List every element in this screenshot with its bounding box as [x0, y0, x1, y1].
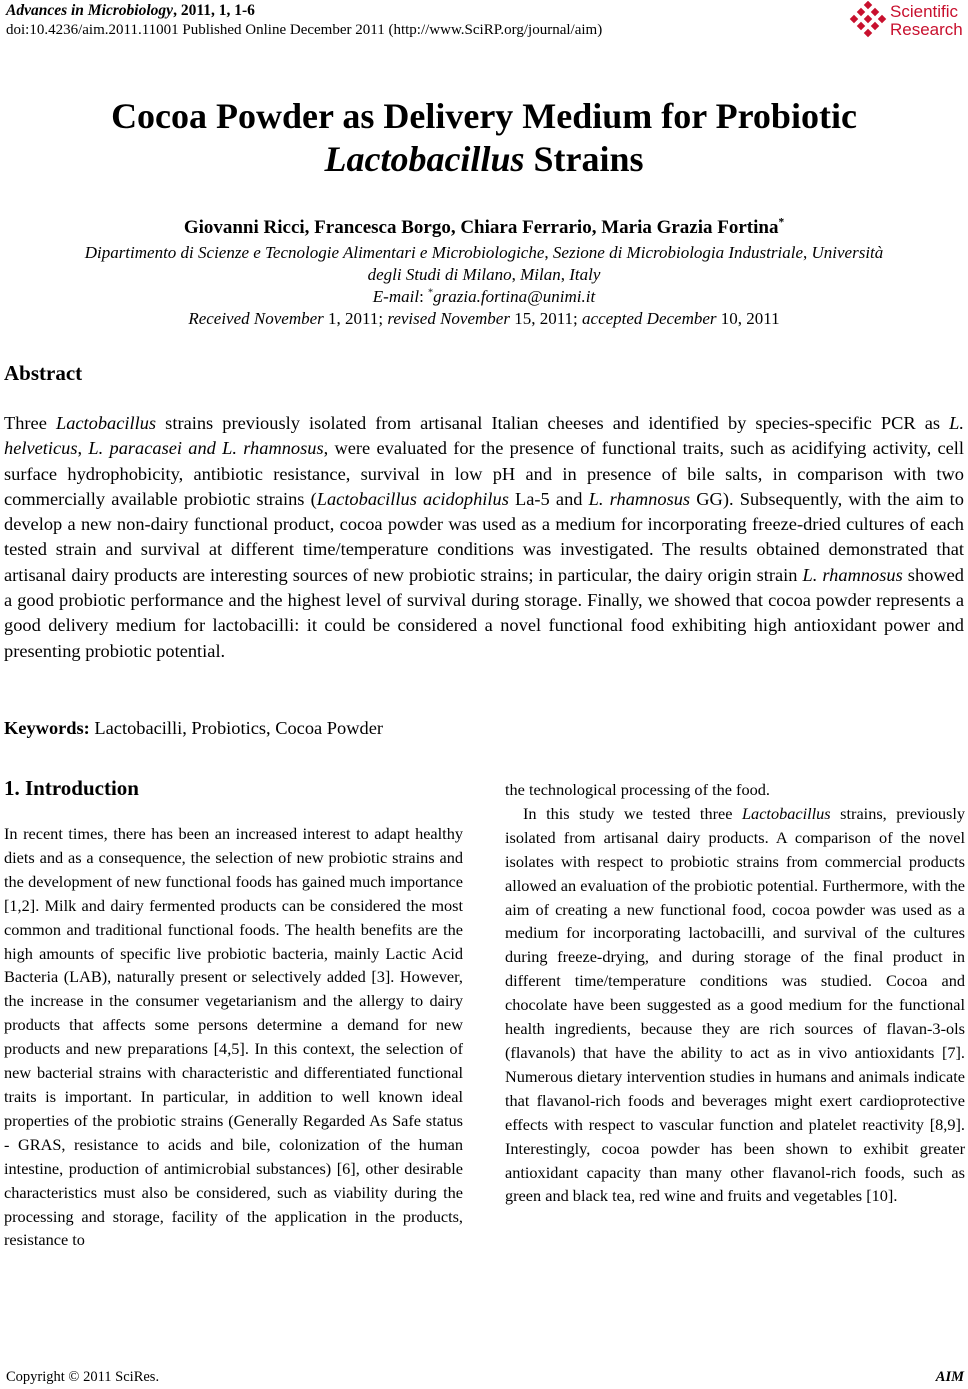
affil-city: Milan [520, 265, 561, 284]
footer-journal-abbrev: AIM [935, 1369, 964, 1385]
right-column [505, 778, 965, 1208]
abstract-run: Three [4, 413, 56, 433]
accepted-date: 10, 2011 [716, 309, 780, 328]
affil-university: Università [811, 243, 884, 262]
affil-sep: , [803, 243, 812, 262]
abstract-run: strains previously isolated from artisanal Italian cheeses and identified by species-specific PCR as [156, 413, 950, 433]
affil-section: Sezione di Microbiologia Industriale [552, 243, 804, 262]
affil-sep: , [544, 243, 553, 262]
footer-copyright: Copyright © 2011 SciRes. [6, 1369, 160, 1385]
logo-text-line2: Research [890, 20, 963, 39]
affil-country: Italy [569, 265, 601, 284]
revised-date: 15, 2011; [509, 309, 583, 328]
abstract-italic: L. helveticus [4, 413, 964, 459]
email-address[interactable]: grazia.fortina@unimi.it [433, 287, 596, 306]
email-mark: * [428, 287, 434, 299]
affiliation-line2 [0, 264, 968, 286]
journal-name: Advances in Microbiology [6, 2, 174, 19]
logo-text-line1: Scientific [890, 2, 959, 21]
intro-paragraph-1: In recent times, there has been an increased interest to adapt healthy diets and as a consequence, the selection of new probiotic strains and the development of new functional foods has gained much importance [1,2]. Milk and dairy fermented products can be considered the most common and traditional functional foods. The health benefits are the high amounts of specific live probiotic bacteria, mainly Lactic Acid Bacteria (LAB), naturally present or selectively added [3]. However, the increase in the consumer vegetarianism and the allergy to dairy products that affects some persons determine a demand for new products and new preparations [4,5]. In this context, the selection of new bacterial strains with characteristic and differentiated functional traits is important. In particular, in addition to well known ideal properties of the probiotic strains (Generally Regarded As Safe status - GRAS, resistance to acids and bile, colonization of the human intestine, production of antimicrobial substances) [6], other desirable characteristics must also be considered, such as viability during the processing and storage, facility of the application in the products, resistance to [4, 824, 463, 1250]
abstract-run: , were evaluated for the presence of functional traits, such as acidifying activity, cell surface hydrophobicity, antibiotic resistance, survival in low pH and in presence of bile salts, in comparison with two commercially available probiotic strains ( [4, 438, 964, 509]
affil-sep: , [511, 265, 521, 284]
keywords-label: Keywords: [4, 718, 90, 738]
abstract-italic: L. rhamnosus [802, 564, 903, 585]
journal-issue: , 2011, 1, 1-6 [173, 2, 255, 19]
intro-paragraph-2 [505, 802, 965, 1208]
author-list [0, 217, 968, 239]
abstract-run: La-5 and [508, 488, 589, 509]
abstract-italic: L. paracasei and L. rhamnosus [88, 438, 324, 459]
affil-sep: , [560, 265, 570, 284]
doi-line: doi:10.4236/aim.2011.11001 Published Online December 2011 (http://www.SciRP.org/journal/aim) [6, 22, 603, 38]
affiliation-block [0, 242, 968, 330]
corresponding-mark: * [778, 216, 785, 229]
title-genus: Lactobacillus [324, 139, 525, 179]
publisher-logo [848, 1, 966, 41]
title-line2 [0, 138, 968, 181]
intro-italic: Lactobacillus [742, 803, 831, 823]
accepted-label: accepted December [582, 309, 717, 328]
received-date: 1, 2011; [323, 309, 388, 328]
paper-title [0, 95, 968, 181]
affil-dept: Dipartimento di Scienze e Tecnologie Alimentari e Microbiologiche [84, 243, 545, 262]
intro-run: strains, previously isolated from artisanal dairy products. A comparison of the novel isolates with respect to probiotic strains from commercial products allowed an evaluation of the probiotic potential. Furthermore, with the aim of creating a new functional food, cocoa powder was used as a medium for incorporating lactobacilli, and survival of the cultures during freeze-drying, and during storage of the final product in different time/temperature conditions was studied. Cocoa and chocolate have been suggested as a good medium for the functional health ingredients, because they are rich sources of flavan-3-ols (flavanols) that have the ability to act as in vivo antioxidants [7]. Numerous dietary intervention studies in humans and animals indicate that flavanol-rich foods and beverages might exert cardioprotective effects with respect to vascular function and platelet reactivity [8,9]. Interestingly, cocoa powder has been shown to exhibit greater antioxidant capacity than many other flavanol-rich foods, such as green and black tea, red wine and fruits and vegetables [10]. [505, 803, 965, 1206]
author-names: Giovanni Ricci, Francesca Borgo, Chiara Ferrario, Maria Grazia Fortina [183, 217, 779, 238]
abstract-italic: Lactobacillus [55, 413, 157, 433]
abstract-run: GG). Subsequently, with the aim to develop a new non-dairy functional product, cocoa powder was used as a medium for incorporating freeze-dried cultures of each tested strain and survival at different time/temperature conditions was investigated. The results obtained demonstrated that artisanal dairy products are interesting sources of new probiotic strains; in particular, the dairy origin strain [4, 488, 964, 585]
email-line [0, 286, 968, 308]
section-heading-introduction: 1. Introduction [4, 776, 139, 800]
keywords-line [4, 716, 383, 740]
title-rest: Strains [524, 139, 644, 179]
abstract-run: showed a good probiotic performance and the highest level of survival during storage. Finally, we showed that cocoa powder represents a good delivery medium for lactobacilli: it could be considered a novel functional food exhibiting high antioxidant power and presenting probiotic potential. [4, 564, 964, 661]
left-column [4, 822, 463, 1252]
affiliation-line1 [0, 242, 968, 264]
journal-header [6, 1, 255, 20]
intro-paragraph-1-continued: the technological processing of the food. [505, 780, 770, 799]
abstract-italic: L. rhamnosus [588, 488, 691, 509]
abstract-run: , [77, 438, 89, 459]
dates-line [0, 308, 968, 330]
keywords-text: Lactobacilli, Probiotics, Cocoa Powder [89, 718, 383, 738]
received-label: Received November [188, 309, 324, 328]
email-label: E-mail [372, 287, 420, 306]
intro-run: In this study we tested three [523, 803, 742, 823]
abstract-heading: Abstract [4, 361, 83, 385]
affil-university-name: degli Studi di Milano [367, 265, 512, 284]
revised-label: revised November [387, 309, 510, 328]
title-line1: Cocoa Powder as Delivery Medium for Probiotic [111, 96, 857, 136]
email-sep: : [419, 287, 429, 306]
abstract-text [4, 411, 964, 664]
logo-diamond-icon [848, 1, 888, 41]
abstract-italic: Lactobacillus acidophilus [316, 488, 509, 509]
